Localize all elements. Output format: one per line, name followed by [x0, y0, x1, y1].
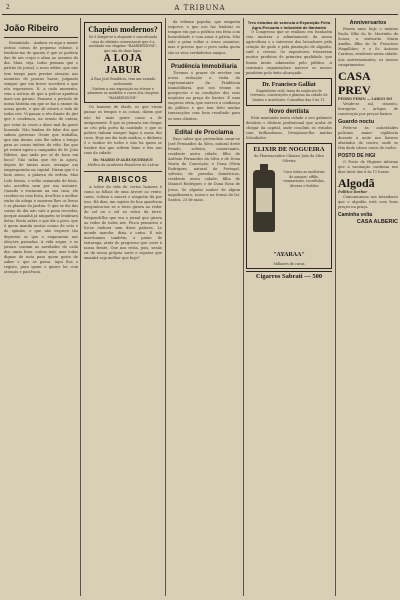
column-5 — [338, 20, 398, 596]
page-number: 2 — [6, 4, 10, 11]
cigarros-ad: Cigarros Sabrati — 500 — [246, 271, 332, 281]
column-divider — [165, 18, 166, 596]
anniversarios-body: Fazem anos hoje o menino Paulo, filho do Sr. Martinho de Souza; a senhorita Maria Amélia, filha do Sr. Francisco Magalhães; e o Sr. Antonio Cardoso, residente nesta cidade. Aos aniversariantes, os nossos cumprimentos. — [338, 27, 398, 67]
column-4 — [246, 20, 332, 596]
bottle-label — [256, 188, 272, 212]
elixir-ad-box — [246, 143, 332, 269]
masthead: A TRIBUNA — [174, 4, 226, 12]
title-rule — [4, 37, 78, 38]
hat-ad-headline: Chapéus modernos? — [88, 25, 158, 34]
elixir-title: ELIXIR DE NOGUEIRA — [253, 146, 325, 154]
column-3 — [168, 20, 240, 596]
rabiscos-body: A tolice da vida de certos homens é como as folhas de uma árvore ao vento: caem, voltam a nascer e ninguém dá por isso. Há dias, um sujeito de boa aparência perguntou-me se a terra girava ao redor do sol ou o sol ao redor da terra. Respondi-lhe que era o jornal que girava ao redor de todos nós. Ficou pensativo e foi-se embora sem dizer palavra. Le monde marche, dizia o outro. E nós marchamos também, a passo de tartaruga, atrás do progresso que corre à nossa frente. Que nos resta, pois, senão rir da nossa própria sorte e esperar que amanhã seja melhor que hoje? — [84, 184, 162, 261]
engineer-ad-box — [246, 78, 332, 106]
engineer-ad-name: Dr. Francisco Galliat — [262, 81, 316, 88]
section-rule — [168, 59, 240, 60]
section-rule — [168, 125, 240, 126]
column-2 — [84, 20, 162, 596]
hat-ad-address: Á Rua José Bonifácio, tem um variado sortimento — [90, 77, 156, 86]
algodao-body: Comunicamos aos lavradores que o algodão está com bons preços na praça. — [338, 194, 398, 210]
article-body-col3: da tribuna popular, que ninguém esquece, e que nos faz lembrar os tempos em que a política era feita com honestidade e com amor à pátria. Não vale a pena voltar a esses assuntos, mas é preciso que o povo saiba quem são os seus verdadeiros amigos. — [168, 20, 240, 55]
section-title-dentista: Novo dentista — [269, 108, 309, 115]
hat-ad-box — [84, 22, 162, 103]
section-title-prudencia: Prudência Immobiliaria — [170, 63, 238, 70]
posto-higiene-title: POSTO DE HIGI — [338, 152, 376, 159]
guardo-noctu-title: Guardo noctu — [338, 118, 375, 125]
elixir-footer: Milhares de curas — [273, 261, 305, 266]
section-title-rabiscos: RABISCOS — [97, 174, 149, 184]
casa-alberic-title: CASA ALBERIC — [356, 218, 398, 225]
posto-body: O Posto de Higiene informa que a vacinação continua nos dias úteis das 8 às 11 horas. — [338, 159, 398, 174]
section-title-edital: Edital de Proclama — [174, 128, 234, 136]
prudencia-body: Tivemos o prazer de receber em nossa redacção a visita do representante da Prudência Immobiliaria, que nos trouxe os prospectos e as condições dos seus negócios na praça de Santos. É uma empresa séria, que merece a confiança do público e que tem feito muitas transacções com bom resultado para os seus clientes. — [168, 70, 240, 121]
column-divider — [335, 18, 336, 596]
section-rule — [84, 171, 162, 172]
hat-ad-text2: Visitem a sua exposição na vitrine e admirem os modelos e cores dos chapéus "RAMBENZONI". — [87, 86, 159, 100]
casa-prev-text: Vende-se sal, cimento, ferragens e artigos de construção por preços baixos. — [338, 101, 398, 117]
algodao-sub: Politico Borbor — [338, 190, 367, 195]
header-rule — [2, 14, 398, 15]
algodao-ad: Algodã — [338, 176, 375, 191]
exposicao-headline: Tres estudos de sciencia à Exposição Feira Agro-Pecuaria e Industrial de Itanhaém — [247, 20, 331, 30]
article-title-joao-ribeiro: João Ribeiro — [4, 23, 59, 33]
doctor-title: Médico da Academia Brasileira de Letras — [87, 163, 159, 168]
article-body-col1: Resumindo... Andava eu aqui a mexer nestas coisas de pequeno volume, a lembrar-me de quanto é que se poderia dar de um corpo e alma ao assunto do dia. Mais, veja, todos pensam que o patrão do jornal, o novo editor, que não tem tempo para prestar atenção aos assuntos de poucas horas, julgando sempre que em breve sucederá o que nós esperamos. E, a cada momento, vem a notícia de que a polícia apanhou mais um gatuno. Pensava o período de nossa história em que se faz o exame da nossa gente, e que ali estava a vida de todos nós. Vi passar o réu diante do júri que o condenou, na sessão de ontem, por estar às vezes a dizer mal da gente honrada. Não lembra de falar dos que sabem governar. Gente que trabalha, que não dorme, não lhe sobra o tempo para as coisas inúteis da vida. Em que pé estará agora a campanha do Sr. João Ribeiro, que anda por aí de boca em boca? Não sabia que ele ia agora, depois de tantos anos, arranjar um empregozinho na capital. Dizem que é o bom senso, a palavra de ordem. Mas Lulu Senna, o velho camarada de lutas, não acredita nem por um instante. Quando o visitaram na sua casa, ele recebeu-os com festa, deu-lhes o melhor vinho da adega e mostrou-lhes os livros e as plantas do jardim. O que se diz das coisas do dia não vale a pena recordar, porque amanhã já ninguém se lembrará delas. Resta saber o que diz o povo, que é quem manda nestas coisas de voto e de opinião, e que não esquece tão depressa os que o enganaram nas eleições passadas. A vida segue, e os jornais contam as novidades de cada dia, umas boas, outras más, mas todas dignas de nota para quem gosta de saber o que se passa. Aqui fica o registo, para quem o quiser ler com atenção e paciência. — [4, 41, 78, 275]
exposicao-body: O Congresso que se realizou em Itanhaém veio mostrar o adiantamento da nossa agricultura e o interesse dos lavradores pela criação de gado e pela plantação de algodão, café e cereais. Os expositores trouxeram muitos produtos de primeira qualidade, que foram muito admirados pelo público. A comissão organizadora merece os nossos parabéns pelo êxito alcançado. — [246, 30, 332, 75]
elixir-side-text: Cura todas as moléstias do sangue, sífilis, reumatismo, escrófulas, úlceras e feridas — [283, 170, 325, 188]
caminha-title: Caminha volta — [338, 211, 373, 218]
elixir-subtitle: do Pharmaceutico Chimico João da Silva Silveira — [254, 154, 324, 163]
engineer-ad-text: Engenheiro civil, trata de negócios de terrenos, construções e plantas na cidade de Santos e arredores. Consultas das 9 às 11. — [250, 88, 328, 103]
hat-ad-shop: A LOJA JABUR — [103, 53, 143, 77]
column-divider — [80, 18, 81, 596]
section-title-anniversarios: Anniversarios — [349, 20, 387, 26]
hat-ad-text: Só é dirigir-se à elegante e conceituada casa do distinto comerciante que é a novidade em chapéus "RAMBENZONI", que são de duas ligas. — [88, 35, 158, 53]
bottle-image — [253, 170, 275, 232]
elixir-brand: "AYARAA" — [273, 252, 305, 258]
guardo-body: Pede-se às autoridades policiais maior vigilância durante a noite nos bairros afastados do centro, onde se têm dado vários casos de roubo. — [338, 125, 398, 150]
column-divider — [243, 18, 244, 596]
doctor-name: Dr. MARIO D'ALBUQUERQUE — [93, 158, 153, 163]
article-body-col2: Os homens de idade, os que viram passar os tempos e as coisas, dizem que não há mais gente como a de antigamente. É que se pensava em chegar ao céu pela porta da caridade, e que os pobres tinham sempre lugar à mesa dos ricos. Hoje em dia tudo mudou, o dinheiro é o senhor de todos e não há quem se lembre dos que sofrem fome e frio nas ruas da cidade. — [84, 105, 162, 156]
bottle-neck — [260, 164, 268, 171]
column-1 — [4, 20, 78, 596]
casa-prev-sub: PEDRO PERIN — LARGO DO — [338, 97, 393, 102]
dentista-body: Está montando nesta cidade o seu gabinete dentário o distinto profissional que acaba de chegar da capital, onde concluiu os estudos com brilhantismo. Desejamos-lhe muitas felicidades. — [246, 115, 332, 140]
casa-prev-ad: CASA PREV — [338, 69, 371, 98]
edital-body: Faço saber que pretendem casar-se José Fernandes da Silva, natural deste Estado, solteiro, comerciante, residente nesta cidade, filho de Antônio Fernandes da Silva e de Dona Maria da Conceição; e Dona Olívia Rodrigues, natural de Portugal, solteira, de prendas domésticas, residente nesta cidade, filha de Manuel Rodrigues e de Dona Rosa de Jesus. Se alguém souber de algum impedimento, acuse-o na forma da lei. Santos, 23 de maio. — [168, 136, 240, 202]
